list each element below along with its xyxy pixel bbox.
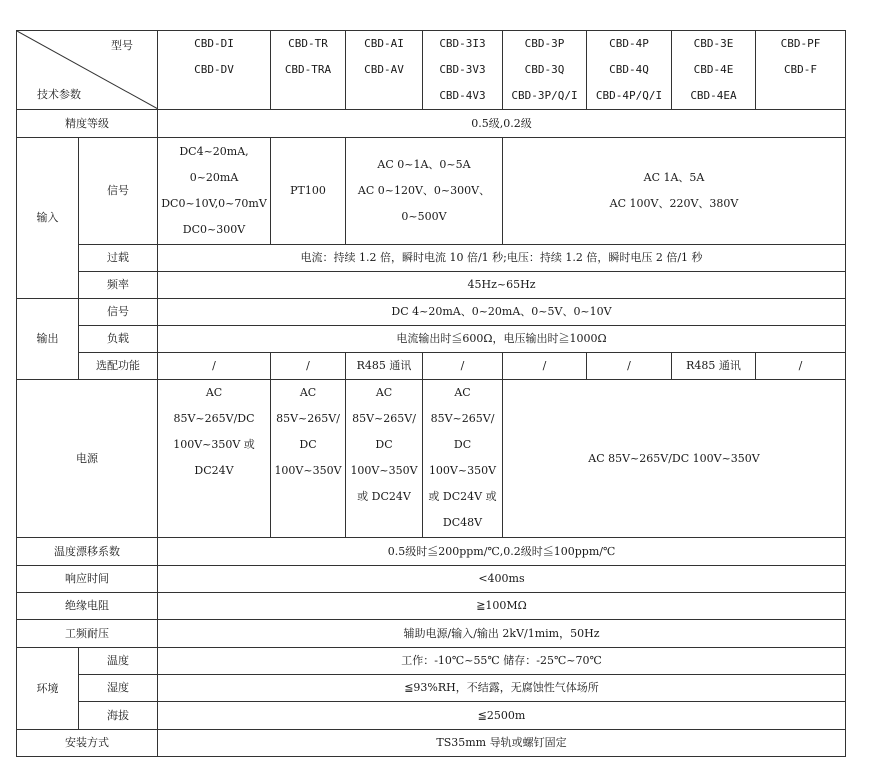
output-signal-row	[17, 299, 846, 326]
accuracy-value: 0.5级,0.2级	[158, 110, 846, 138]
output-signal-label: 信号	[79, 299, 158, 326]
input-overload-row	[17, 245, 846, 272]
accuracy-row	[17, 110, 846, 138]
model-name: CBD-TRA	[284, 63, 332, 76]
power-line: 100V~350V 或	[173, 438, 255, 451]
env-humidity-row	[17, 675, 846, 702]
power-col-1	[158, 380, 271, 538]
model-name: CBD-3P/Q/I	[511, 89, 578, 102]
model-name: CBD-PF	[780, 37, 821, 50]
input-signal-label: 信号	[79, 138, 158, 245]
response-row	[17, 566, 846, 593]
input-signal-pt: PT100	[271, 138, 346, 245]
model-col-4	[423, 31, 503, 110]
power-col-2	[271, 380, 346, 538]
param-label: 技术参数	[37, 88, 81, 101]
power-line: 100V~350V	[428, 464, 497, 477]
model-name: CBD-4E	[693, 63, 734, 76]
power-line: AC	[205, 386, 223, 399]
model-col-1	[158, 31, 271, 110]
env-temp-label: 温度	[79, 648, 158, 675]
response-value: <400ms	[158, 566, 846, 593]
input-freq-row	[17, 272, 846, 299]
model-name: CBD-AI	[364, 37, 404, 50]
model-col-6	[587, 31, 672, 110]
signal-line: AC 0~1A、0~5A	[377, 158, 471, 171]
option-cell: /	[423, 353, 503, 380]
output-option-row	[17, 353, 846, 380]
power-line: 85V~265V/	[430, 412, 495, 425]
option-cell: R485 通讯	[346, 353, 423, 380]
signal-line: 0~500V	[401, 210, 447, 223]
power-line: DC48V	[442, 516, 483, 529]
input-signal-dc	[158, 138, 271, 245]
power-line: AC	[454, 386, 471, 399]
power-line: DC	[453, 438, 472, 451]
power-col-3	[346, 380, 423, 538]
option-cell: /	[158, 353, 271, 380]
signal-line: AC 100V、220V、380V	[609, 197, 739, 210]
model-name: CBD-3P	[524, 37, 565, 50]
env-altitude-label: 海拔	[79, 702, 158, 730]
power-line: 100V~350V	[350, 464, 418, 477]
input-label: 输入	[17, 138, 79, 299]
model-name: CBD-4Q	[609, 63, 649, 76]
model-name: CBD-4V3	[439, 89, 486, 102]
input-signal-ac2	[503, 138, 846, 245]
temp-drift-value: 0.5级时≦200ppm/℃,0.2级时≦100ppm/℃	[158, 538, 846, 566]
model-label: 型号	[111, 39, 133, 52]
model-name: CBD-4P/Q/I	[595, 89, 663, 102]
signal-line: DC0~300V	[182, 223, 246, 236]
temp-drift-row	[17, 538, 846, 566]
freq-value: 45Hz~65Hz	[158, 272, 846, 299]
env-altitude-row	[17, 702, 846, 730]
overload-label: 过载	[79, 245, 158, 272]
power-col-4	[423, 380, 503, 538]
power-line: DC24V	[194, 464, 234, 477]
output-load-label: 负载	[79, 326, 158, 353]
power-line: 100V~350V	[274, 464, 342, 477]
withstand-label: 工频耐压	[17, 620, 158, 648]
model-name: CBD-3Q	[524, 63, 565, 76]
mount-row	[17, 730, 846, 757]
header-corner-cell	[17, 31, 158, 110]
signal-line: DC0~10V,0~70mV	[161, 197, 267, 210]
env-temp-row	[17, 648, 846, 675]
model-name: CBD-3E	[693, 37, 734, 50]
model-name: CBD-DI	[194, 37, 234, 50]
output-label: 输出	[17, 299, 79, 380]
env-humidity-value: ≦93%RH，不结露，无腐蚀性气体场所	[158, 675, 846, 702]
power-label: 电源	[17, 380, 158, 538]
model-col-2	[271, 31, 346, 110]
power-line: AC	[375, 386, 393, 399]
signal-line: AC 1A、5A	[643, 171, 705, 184]
model-name: CBD-TR	[288, 37, 328, 50]
signal-line: AC 0~120V、0~300V、	[357, 184, 491, 197]
model-col-3	[346, 31, 423, 110]
output-load-value: 电流输出时≦600Ω，电压输出时≧1000Ω	[158, 326, 846, 353]
header-row	[17, 31, 846, 110]
insulation-label: 绝缘电阻	[17, 593, 158, 620]
option-cell: /	[587, 353, 672, 380]
mount-label: 安装方式	[17, 730, 158, 757]
response-label: 响应时间	[17, 566, 158, 593]
env-label: 环境	[17, 648, 79, 730]
freq-label: 频率	[79, 272, 158, 299]
output-load-row	[17, 326, 846, 353]
model-name: CBD-F	[783, 63, 818, 76]
mount-value: TS35mm 导轨或螺钉固定	[158, 730, 846, 757]
power-line: 或 DC24V	[357, 490, 411, 503]
option-cell: /	[756, 353, 846, 380]
model-name: CBD-4P	[609, 37, 649, 50]
power-row	[17, 380, 846, 538]
insulation-value: ≧100MΩ	[158, 593, 846, 620]
signal-line: DC4~20mA,	[179, 145, 249, 158]
output-signal-value: DC 4~20mA、0~20mA、0~5V、0~10V	[158, 299, 846, 326]
accuracy-label: 精度等级	[17, 110, 158, 138]
env-humidity-label: 湿度	[79, 675, 158, 702]
power-line: DC	[299, 438, 317, 451]
model-col-5	[503, 31, 587, 110]
model-name: CBD-3I3	[439, 37, 486, 50]
withstand-row	[17, 620, 846, 648]
power-col-5: AC 85V~265V/DC 100V~350V	[503, 380, 846, 538]
temp-drift-label: 温度漂移系数	[17, 538, 158, 566]
power-line: 85V~265V/DC	[173, 412, 255, 425]
model-col-7	[672, 31, 756, 110]
input-signal-row	[17, 138, 846, 245]
power-line: DC	[375, 438, 393, 451]
power-line: 或 DC24V 或	[428, 490, 497, 503]
withstand-value: 辅助电源/输入/输出 2kV/1mim，50Hz	[158, 620, 846, 648]
overload-value: 电流：持续 1.2 倍，瞬时电流 10 倍/1 秒;电压：持续 1.2 倍，瞬时电压 2 倍/1 秒	[158, 245, 846, 272]
input-signal-ac	[346, 138, 503, 245]
spec-table	[16, 30, 846, 757]
insulation-row	[17, 593, 846, 620]
model-name: CBD-4EA	[690, 89, 737, 102]
env-altitude-value: ≦2500m	[158, 702, 846, 730]
option-cell: R485 通讯	[672, 353, 756, 380]
option-cell: /	[271, 353, 346, 380]
option-cell: /	[503, 353, 587, 380]
model-name: CBD-3V3	[439, 63, 486, 76]
power-line: 85V~265V/	[276, 412, 340, 425]
model-col-8	[756, 31, 846, 110]
model-name: CBD-AV	[364, 63, 404, 76]
signal-line: 0~20mA	[189, 171, 239, 184]
power-line: 85V~265V/	[352, 412, 416, 425]
model-name: CBD-DV	[194, 63, 234, 76]
power-line: AC	[299, 386, 317, 399]
output-option-label: 选配功能	[79, 353, 158, 380]
env-temp-value: 工作：-10℃~55℃ 储存：-25℃~70℃	[158, 648, 846, 675]
